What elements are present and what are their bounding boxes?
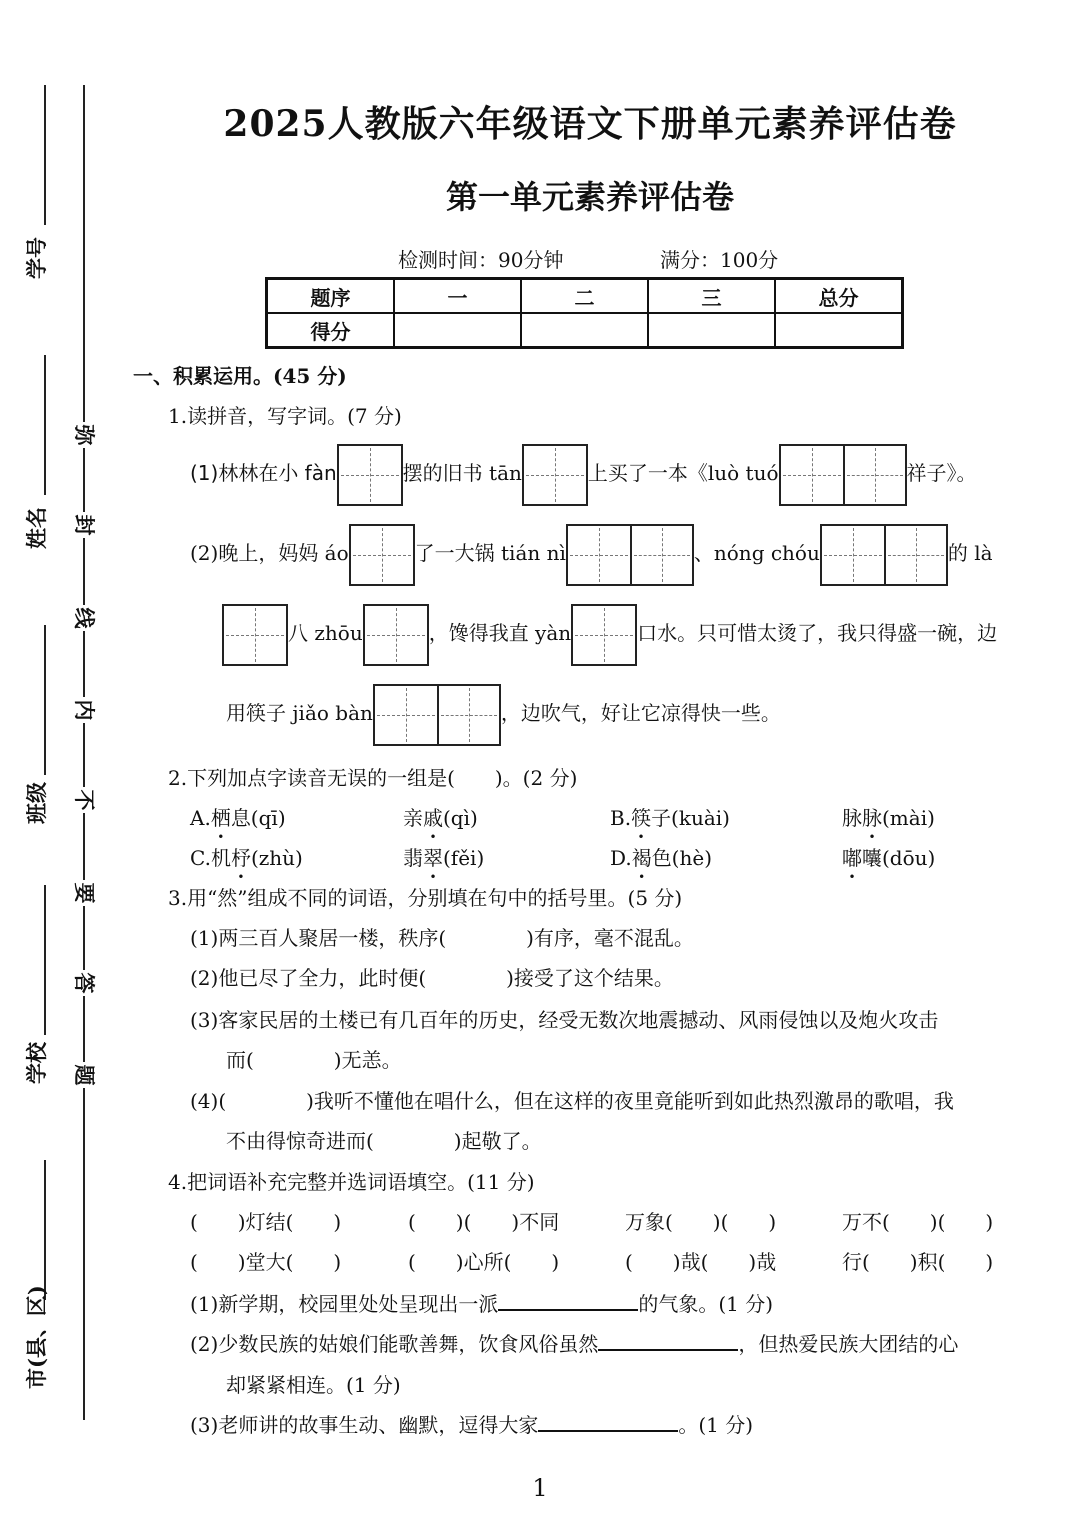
question-3-sentence-2: (2)他已尽了全力，此时便( )接受了这个结果。 [190, 966, 674, 990]
option-label: A. [190, 806, 211, 830]
option-text: (mài) [882, 806, 935, 830]
seal-char: 封 [70, 512, 100, 538]
question-1-line-1 [190, 440, 977, 506]
idiom-item[interactable]: 行( )积( ) [842, 1250, 994, 1274]
seal-char: 答 [70, 970, 100, 996]
prompt-text: 上买了一本《luò tuó [587, 461, 779, 485]
dotted-char: 杼 [230, 846, 251, 870]
answer-box[interactable] [571, 604, 637, 666]
option-label: C. [190, 846, 211, 870]
seal-char: 要 [70, 880, 100, 906]
table-cell: 总分 [775, 279, 903, 314]
answer-blank[interactable] [498, 1289, 638, 1311]
seal-char: 内 [70, 697, 100, 723]
option-b2 [842, 802, 935, 831]
exam-time: 检测时间：90分钟 [398, 248, 564, 272]
score-input-cell[interactable] [394, 313, 521, 348]
city-label: 市(县、区) [24, 1285, 49, 1389]
option-d1 [610, 842, 712, 871]
question-3-sentence-1: (1)两三百人聚居一楼，秩序( )有序，毫不混乱。 [190, 926, 694, 950]
score-input-cell[interactable] [648, 313, 775, 348]
idiom-item[interactable]: 万不( )( ) [842, 1210, 994, 1234]
option-text: 脉 [842, 806, 862, 830]
question-3-sentence-4-cont: 不由得惊奇进而( )起敬了。 [226, 1129, 542, 1153]
question-3-sentence-3-cont: 而( )无恙。 [226, 1048, 402, 1072]
idiom-item[interactable]: ( )灯结( ) [190, 1210, 342, 1234]
dotted-char: 脉 [862, 806, 882, 830]
table-cell: 二 [521, 279, 648, 314]
question-4-sentence-3 [190, 1409, 753, 1438]
option-a1 [190, 802, 286, 831]
answer-blank[interactable] [538, 1410, 678, 1432]
prompt-text: ，馋得我直 yàn [428, 621, 572, 645]
question-1-title: 1.读拼音，写字词。(7 分) [168, 404, 402, 428]
class-label: 班级 [24, 782, 49, 824]
sentence-text: (2)少数民族的姑娘们能歌善舞，饮食风俗虽然 [190, 1332, 599, 1356]
score-input-cell[interactable] [775, 313, 903, 348]
idiom-item[interactable]: ( )心所( ) [408, 1250, 560, 1274]
binding-line [44, 85, 46, 225]
page-title: 2025人教版六年级语文下册单元素养评估卷 [223, 103, 957, 145]
question-3-sentence-3: (3)客家民居的土楼已有几百年的历史，经受无数次地震撼动、风雨侵蚀以及炮火攻击 [190, 1008, 939, 1032]
seal-char: 不 [70, 787, 100, 813]
binding-line [44, 1160, 46, 1300]
option-text: (zhù) [250, 846, 303, 870]
answer-box[interactable] [522, 444, 588, 506]
table-cell: 题序 [267, 279, 395, 314]
binding-line [44, 625, 46, 775]
binding-line [44, 885, 46, 1035]
prompt-text: 祥子》。 [906, 461, 977, 485]
question-1-line-4 [226, 680, 781, 746]
question-4-sentence-1 [190, 1288, 773, 1317]
question-3-title: 3.用“然”组成不同的词语，分别填在句中的括号里。(5 分) [168, 886, 683, 910]
seal-char: 线 [70, 605, 100, 631]
dotted-char: 戚 [423, 806, 443, 830]
prompt-text: 的 là [947, 541, 993, 565]
question-4-title: 4.把词语补充完整并选词语填空。(11 分) [168, 1170, 535, 1194]
prompt-text: 口水。只可惜太烫了，我只得盛一碗，边 [637, 621, 998, 645]
answer-box[interactable] [337, 444, 403, 506]
table-row [267, 313, 903, 348]
question-1-line-2 [190, 520, 993, 586]
option-d2 [842, 842, 935, 871]
table-cell: 三 [648, 279, 775, 314]
dotted-char: 嘟 [842, 846, 862, 870]
sentence-text: 的气象。(1 分) [638, 1292, 774, 1316]
table-row [267, 279, 903, 314]
binding-line [44, 355, 46, 495]
full-score: 满分：100分 [660, 248, 779, 272]
answer-box[interactable] [373, 684, 501, 746]
score-input-cell[interactable] [521, 313, 648, 348]
table-cell: 一 [394, 279, 521, 314]
page-subtitle: 第一单元素养评估卷 [445, 178, 734, 216]
option-text: 子(kuài) [651, 806, 730, 830]
option-b1 [610, 802, 730, 831]
option-text: 翡 [403, 846, 423, 870]
answer-box[interactable] [820, 524, 948, 586]
option-a2 [403, 802, 478, 831]
idiom-item[interactable]: ( )( )不同 [408, 1210, 560, 1234]
sentence-text: ，但热爱民族大团结的心 [738, 1332, 959, 1356]
sentence-text: (3)老师讲的故事生动、幽默，逗得大家 [190, 1413, 539, 1437]
score-table [265, 277, 904, 349]
student-id-label: 学号 [24, 237, 49, 279]
section-heading: 一、积累运用。(45 分) [133, 364, 347, 388]
name-label: 姓名 [24, 507, 49, 549]
option-text: 色(hè) [651, 846, 713, 870]
answer-box[interactable] [779, 444, 907, 506]
seal-line [83, 85, 85, 1420]
prompt-text: (2)晚上，妈妈 áo [190, 541, 349, 565]
prompt-text: ，边吹气，好让它凉得快一些。 [500, 701, 781, 725]
question-4-sentence-2 [190, 1328, 958, 1357]
dotted-char: 褐 [631, 846, 652, 870]
page-number: 1 [532, 1474, 548, 1502]
seal-char: 题 [70, 1062, 100, 1088]
idiom-item[interactable]: 万象( )( ) [625, 1210, 777, 1234]
option-text: (fěi) [443, 846, 485, 870]
option-label: D. [610, 846, 632, 870]
option-text: 息(qī) [230, 806, 286, 830]
option-label: B. [610, 806, 632, 830]
question-3-sentence-4: (4)( )我听不懂他在唱什么，但在这样的夜里竟能听到如此热烈激昂的歌唱，我 [190, 1089, 954, 1113]
option-text: 囔(dōu) [862, 846, 936, 870]
option-c2 [403, 842, 484, 871]
prompt-text: 摆的旧书 tān [402, 461, 522, 485]
answer-box[interactable] [363, 604, 429, 666]
question-4-sentence-2-cont: 却紧紧相连。(1 分) [226, 1373, 401, 1397]
option-text: 机 [210, 846, 231, 870]
question-1-line-3 [222, 600, 997, 666]
idiom-item[interactable]: ( )哉( )哉 [625, 1250, 777, 1274]
dotted-char: 筷 [631, 806, 652, 830]
answer-box[interactable] [349, 524, 415, 586]
table-cell: 得分 [267, 313, 395, 348]
prompt-text: 、nóng chóu [693, 541, 820, 565]
question-2-title: 2.下列加点字读音无误的一组是( )。(2 分) [168, 766, 578, 790]
prompt-text: 用筷子 jiǎo bàn [226, 701, 373, 725]
option-c1 [190, 842, 303, 871]
option-text: (qì) [443, 806, 478, 830]
dotted-char: 栖 [210, 806, 231, 830]
sentence-text: 。(1 分) [678, 1413, 754, 1437]
answer-box[interactable] [566, 524, 694, 586]
answer-blank[interactable] [598, 1329, 738, 1351]
prompt-text: (1)林林在小 fàn [190, 461, 337, 485]
seal-char: 弥 [70, 422, 100, 448]
option-text: 亲 [403, 806, 423, 830]
prompt-text: 了一大锅 tián nì [414, 541, 566, 565]
sentence-text: (1)新学期，校园里处处呈现出一派 [190, 1292, 499, 1316]
answer-box[interactable] [222, 604, 288, 666]
prompt-text: 八 zhōu [288, 621, 363, 645]
school-label: 学校 [24, 1042, 49, 1084]
dotted-char: 翠 [423, 846, 443, 870]
idiom-item[interactable]: ( )堂大( ) [190, 1250, 342, 1274]
